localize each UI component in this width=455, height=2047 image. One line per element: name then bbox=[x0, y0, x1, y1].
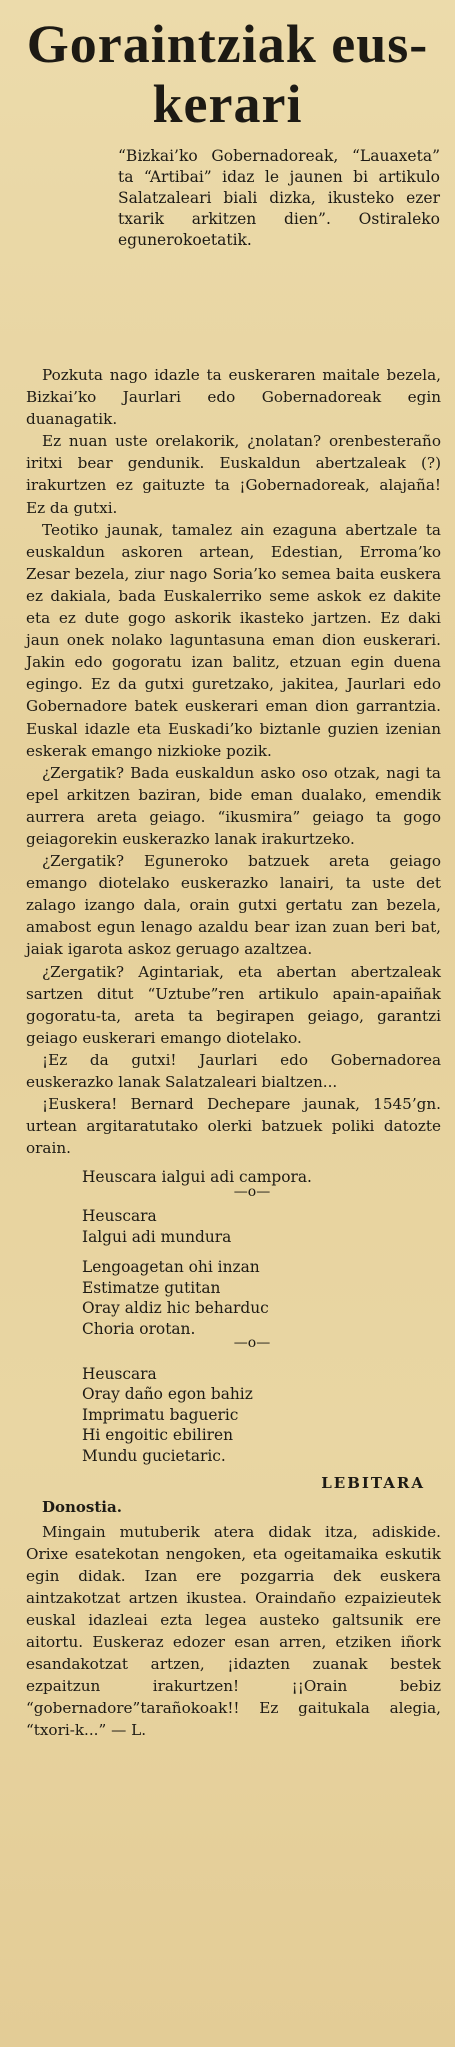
poem-stanza-1 bbox=[82, 1167, 441, 1247]
paragraph: Teotiko jaunak, tamalez ain ezaguna abertzale ta euskaldun askoren artean, Edestian, Erroma’ko Zesar bezela, ziur nago Soria’ko semea baita euskera ez dakiala, bada Euskalerriko seme askok ez dakite eta ez dute gogo askorik ikasteko jartzen. Ez daki jaun onek nolako laguntasuna eman dion euskerari. Jakin edo gogoratu izan balitz, etzuan egin duena egingo. Ez da gutxi guretzako, jakitea, Jaurlari edo Gobernadore batek euskerari eman dion garrantzia. Euskal idazle eta Euskadi’ko biztanle guzien izenian eskerak emango nizkioke pozik. bbox=[26, 520, 441, 760]
poem-stanza-2 bbox=[82, 1257, 441, 1354]
paragraph: Ez nuan uste orelakorik, ¿nolatan? orenbesteraño iritxi bear gendunik. Euskaldun abertzaleak (?) irakurtzen ez gaituzte ta ¡Gobernadoreak, alajaña! Ez da gutxi. bbox=[26, 432, 441, 517]
article-title bbox=[0, 14, 455, 134]
closing-paragraph: Mingain mutuberik atera didak itza, adiskide. Orixe esatekotan nengoken, eta ogeitamaika eskutik egin didak. Izan ere pozgarria dek euskera aintzakotzat artzen ikustea. Oraindaño ezpaizieutek euskal idazleai ezta legea austeko galtsunik ere aitortu. Euskeraz edozer esan arren, etziken iñork esandakotzat artzen, ¡idazten zuanak bestek ezpaitzun irakurtzen! ¡¡Orain bebiz “gobernadore”tarañokoak!! Ez gaitukala alegia, “txori-k...” — L. bbox=[26, 1522, 441, 1740]
poem-stanza-3 bbox=[82, 1364, 441, 1467]
poem-line: Choria orotan. bbox=[82, 1319, 196, 1338]
poem-line: Oray daño egon bahiz bbox=[82, 1385, 253, 1404]
poem-line: Mundu gucietaric. bbox=[82, 1446, 226, 1465]
paragraph: ¿Zergatik? Bada euskaldun asko oso otzak, nagi ta epel arkitzen baziran, bide eman dualako, emendik aurrera areta geiago. “ikusmira” geiago ta gogo geiagorekin euskerazko lanak irakurtzeko. bbox=[26, 763, 441, 848]
poem-line: Lengoagetan ohi inzan bbox=[82, 1258, 260, 1277]
poem bbox=[82, 1167, 441, 1466]
place-name: Donostia. bbox=[42, 1498, 122, 1517]
poem-line: Hi engoitic ebiliren bbox=[82, 1426, 234, 1445]
paragraph: ¿Zergatik? Agintariak, eta abertan abertzaleak sartzen ditut “Uztube”ren artikulo apain-apaiñak gogoratu-ta, areta ta begirapen geiago, garantzi geiago euskerari emango diotelako. bbox=[26, 962, 441, 1047]
poem-line: Estimatze gutitan bbox=[82, 1278, 221, 1297]
article-lead bbox=[118, 146, 440, 251]
poem-line: Heuscara bbox=[82, 1364, 157, 1383]
poem-line: Heuscara ialgui adi campora. bbox=[82, 1168, 312, 1187]
poem-line: Ialgui adi mundura bbox=[82, 1227, 232, 1246]
paragraph: ¡Euskera! Bernard Dechepare jaunak, 1545’gn. urtean argitaratutako olerki batzuek poliki datozte orain. bbox=[26, 1095, 441, 1158]
poem-line: Oray aldiz hic beharduc bbox=[82, 1299, 269, 1318]
paragraph: ¡Ez da gutxi! Jaurlari edo Gobernadorea euskerazko lanak Salatzaleari bialtzen... bbox=[26, 1050, 441, 1091]
paragraph: Pozkuta nago idazle ta euskeraren maitale bezela, Bizkai’ko Jaurlari edo Gobernadoreak egin duanagatik. bbox=[26, 366, 441, 429]
title-line-2: kerari bbox=[152, 74, 303, 134]
lead-text: “Bizkai’ko Gobernadoreak, “Lauaxeta” ta “Artibai” idaz le jaunen bi artikulo Salatzaleari biali dizka, ikusteko ezer txarik arkitzen dien”. Ostiraleko egunerokoetatik. bbox=[118, 147, 440, 249]
poem-line: Imprimatu bagueric bbox=[82, 1405, 239, 1424]
poem-separator: —o— bbox=[233, 1335, 271, 1352]
title-line-1: Goraintziak eus- bbox=[26, 14, 429, 74]
poem-separator: —o— bbox=[233, 1183, 271, 1200]
signature: LEBITARA bbox=[321, 1474, 425, 1493]
poem-line: Heuscara bbox=[82, 1207, 157, 1226]
article-body bbox=[26, 364, 441, 1742]
paragraph: ¿Zergatik? Eguneroko batzuek areta geiago emango diotelako euskerazko lanairi, ta uste det zalago izango dala, orain gutxi gertatu zan bezela, amabost egun lenago azaldu bear izan zuan beri bat, jaiak igarota askoz geruago azaltzea. bbox=[26, 852, 441, 959]
